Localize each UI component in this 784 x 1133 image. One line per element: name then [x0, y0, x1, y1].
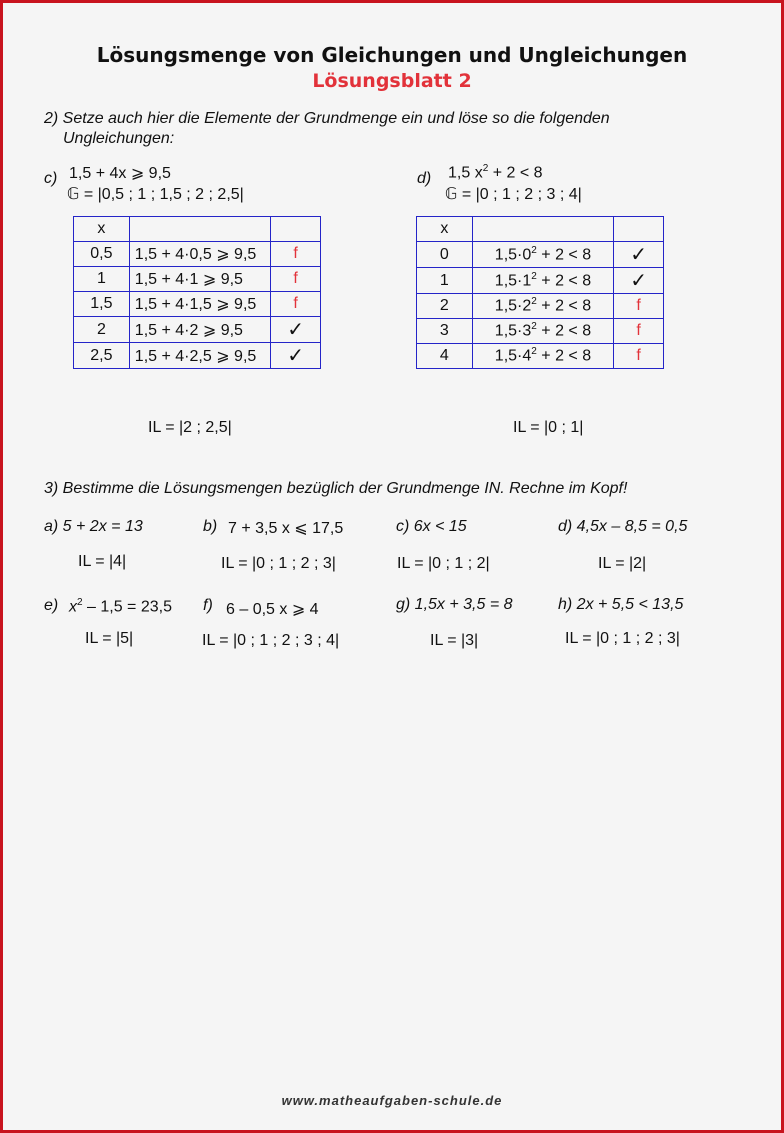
row-x: 4: [417, 344, 473, 369]
row-term: 1,5 + 4·1 ⩾ 9,5: [129, 267, 270, 292]
table-row: [417, 319, 664, 344]
table-row: [417, 294, 664, 319]
header-term: [472, 217, 613, 242]
task2c-grundmenge: 𝔾 = |0,5 ; 1 ; 1,5 ; 2 ; 2,5|: [67, 186, 244, 203]
task2-intro-line2: Ungleichungen:: [63, 130, 175, 147]
row-term: $1,5\cdot 3^2 + 2 < 8$: [472, 319, 613, 344]
row-result-check-icon: ✓: [271, 343, 321, 369]
row-term: 1,5 + 4·2,5 ⩾ 9,5: [129, 343, 270, 369]
table-row: [74, 242, 321, 267]
footer-website: www.matheaufgaben-schule.de: [281, 1093, 503, 1108]
table-row: [417, 242, 664, 268]
header-term: [129, 217, 270, 242]
row-term: $1,5\cdot 1^2 + 2 < 8$: [472, 268, 613, 294]
task2c-solution: IL = |2 ; 2,5|: [148, 419, 232, 436]
page-subtitle: Lösungsblatt 2: [312, 70, 472, 92]
task3e-solution: IL = |5|: [85, 630, 134, 647]
row-x: 1: [417, 268, 473, 294]
task3a-equation: a) 5 + 2x = 13: [44, 518, 143, 535]
header-result: [271, 217, 321, 242]
row-result: f: [614, 294, 664, 319]
task3a-solution: IL = |4|: [78, 553, 127, 570]
task3c-equation: c) 6x < 15: [396, 518, 467, 535]
row-result: f: [271, 267, 321, 292]
page-title: Lösungsmenge von Gleichungen und Ungleichungen: [96, 43, 688, 67]
task2d-solution: IL = |0 ; 1|: [513, 419, 584, 436]
task2d-value-table: [416, 216, 664, 369]
row-result-check-icon: ✓: [614, 242, 664, 268]
task2c-label: c): [44, 170, 58, 187]
table-row: [74, 292, 321, 317]
row-term: $1,5\cdot 4^2 + 2 < 8$: [472, 344, 613, 369]
task3b-equation: 7 + 3,5 x ⩽ 17,5: [228, 520, 344, 537]
task2c-value-table: [73, 216, 321, 369]
task3e-equation: $x^2 - 1,5 = 23,5$: [69, 597, 172, 616]
task2d-grundmenge: 𝔾 = |0 ; 1 ; 2 ; 3 ; 4|: [445, 186, 582, 203]
task3f-solution: IL = |0 ; 1 ; 2 ; 3 ; 4|: [202, 632, 340, 649]
row-x: 2: [74, 317, 130, 343]
table-row: [417, 344, 664, 369]
row-result: f: [614, 344, 664, 369]
task2d-label: d): [417, 170, 432, 187]
table-row: [74, 267, 321, 292]
row-x: 1: [74, 267, 130, 292]
row-result: f: [271, 292, 321, 317]
table-row: [417, 268, 664, 294]
table-row: [74, 317, 321, 343]
header-x: x: [417, 217, 473, 242]
task2c-inequality: 1,5 + 4x ⩾ 9,5: [69, 165, 171, 182]
row-term: $1,5\cdot 2^2 + 2 < 8$: [472, 294, 613, 319]
row-result: f: [271, 242, 321, 267]
task3c-solution: IL = |0 ; 1 ; 2|: [397, 555, 490, 572]
task3b-solution: IL = |0 ; 1 ; 2 ; 3|: [221, 555, 336, 572]
row-x: 0: [417, 242, 473, 268]
header-result: [614, 217, 664, 242]
task3f-equation: 6 – 0,5 x ⩾ 4: [226, 601, 319, 618]
row-result: f: [614, 319, 664, 344]
row-term: 1,5 + 4·2 ⩾ 9,5: [129, 317, 270, 343]
task3e-label: e): [44, 597, 59, 614]
task2-intro-line1: 2) Setze auch hier die Elemente der Grundmenge ein und löse so die folgenden: [44, 110, 610, 127]
table-header-row: [417, 217, 664, 242]
task3b-label: b): [203, 518, 218, 535]
header-x: x: [74, 217, 130, 242]
row-term: 1,5 + 4·0,5 ⩾ 9,5: [129, 242, 270, 267]
table-row: [74, 343, 321, 369]
row-result-check-icon: ✓: [271, 317, 321, 343]
row-term: $1,5\cdot 0^2 + 2 < 8$: [472, 242, 613, 268]
row-x: 0,5: [74, 242, 130, 267]
task3d-equation: d) 4,5x – 8,5 = 0,5: [558, 518, 688, 535]
task3-intro: 3) Bestimme die Lösungsmengen bezüglich der Grundmenge IN. Rechne im Kopf!: [44, 480, 628, 497]
task3g-equation: g) 1,5x + 3,5 = 8: [396, 596, 513, 613]
row-x: 3: [417, 319, 473, 344]
task3d-solution: IL = |2|: [598, 555, 647, 572]
task3h-solution: IL = |0 ; 1 ; 2 ; 3|: [565, 630, 680, 647]
table-header-row: [74, 217, 321, 242]
task2d-inequality: 1,5 $x^2 + 2 < 8$: [448, 163, 543, 182]
task3h-equation: h) 2x + 5,5 < 13,5: [558, 596, 684, 613]
task3g-solution: IL = |3|: [430, 632, 479, 649]
task3f-label: f): [203, 597, 213, 614]
row-x: 2: [417, 294, 473, 319]
row-term: 1,5 + 4·1,5 ⩾ 9,5: [129, 292, 270, 317]
row-result-check-icon: ✓: [614, 268, 664, 294]
row-x: 1,5: [74, 292, 130, 317]
row-x: 2,5: [74, 343, 130, 369]
